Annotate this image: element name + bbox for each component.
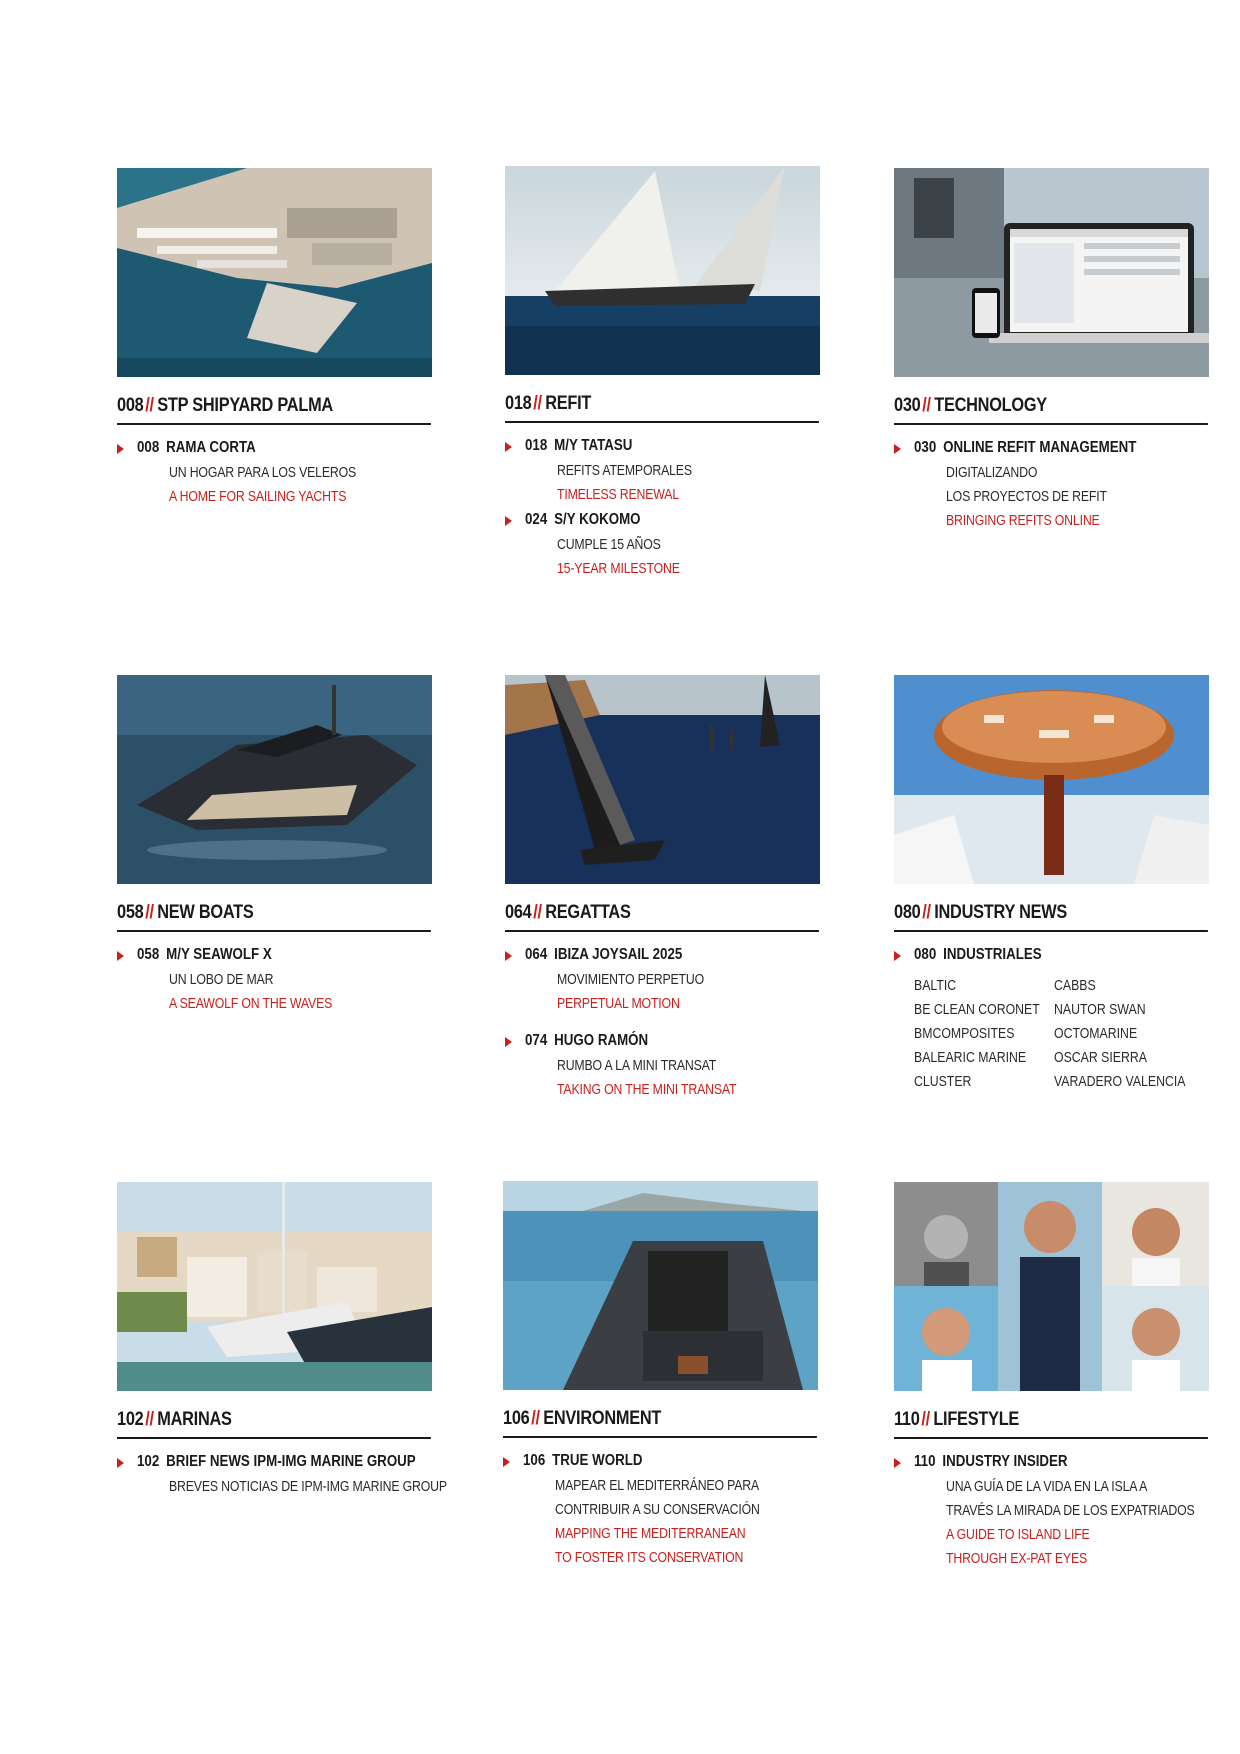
section-number: 058 (117, 902, 144, 923)
red-arrow-icon (503, 1457, 510, 1467)
article-title: RAMA CORTA (166, 439, 256, 456)
section-stp-shipyard (117, 168, 432, 505)
article-title: INDUSTRY INSIDER (942, 1453, 1068, 1470)
article-title: HUGO RAMÓN (554, 1032, 649, 1049)
section-title: NEW BOATS (157, 902, 254, 923)
company-name: CLUSTER (914, 1073, 972, 1090)
company-name: VARADERO VALENCIA (1054, 1073, 1186, 1090)
company-name: NAUTOR SWAN (1054, 1001, 1146, 1018)
section-number: 064 (505, 902, 532, 923)
english-subtitle: 15-YEAR MILESTONE (557, 560, 680, 577)
tender-boat-photo (503, 1181, 818, 1390)
spanish-subtitle: UN HOGAR PARA LOS VELEROS (169, 464, 357, 481)
article-title: M/Y TATASU (554, 437, 633, 454)
section-environment (503, 1181, 818, 1566)
article-entry[interactable] (894, 946, 1209, 964)
section-title: REGATTAS (545, 902, 631, 923)
section-marinas (117, 1182, 447, 1495)
article-entry[interactable] (503, 1452, 818, 1566)
article-page-number: 074 (525, 1032, 548, 1049)
section-technology (894, 168, 1209, 529)
slash-separator: // (533, 902, 542, 923)
article-page-number: 030 (914, 439, 937, 456)
red-arrow-icon (505, 1037, 512, 1047)
company-name: CABBS (1054, 977, 1096, 994)
english-subtitle: BRINGING REFITS ONLINE (946, 512, 1100, 529)
slash-separator: // (921, 1409, 930, 1430)
spanish-subtitle: MAPEAR EL MEDITERRÁNEO PARA (555, 1477, 760, 1494)
section-heading (117, 902, 431, 932)
slash-separator: // (533, 393, 542, 414)
article-title: ONLINE REFIT MANAGEMENT (943, 439, 1137, 456)
section-heading (505, 393, 819, 423)
english-subtitle: A GUIDE TO ISLAND LIFE (946, 1526, 1090, 1543)
english-subtitle: TIMELESS RENEWAL (557, 486, 680, 503)
slash-separator: // (922, 902, 931, 923)
article-page-number: 024 (525, 511, 548, 528)
slash-separator: // (922, 395, 931, 416)
spanish-subtitle: UNA GUÍA DE LA VIDA EN LA ISLA A (946, 1478, 1148, 1495)
article-entry[interactable] (894, 1453, 1209, 1567)
red-arrow-icon (894, 1458, 901, 1468)
english-subtitle: MAPPING THE MEDITERRANEAN (555, 1525, 746, 1542)
english-subtitle: PERPETUAL MOTION (557, 995, 680, 1012)
company-name: OSCAR SIERRA (1054, 1049, 1147, 1066)
section-number: 106 (503, 1408, 530, 1429)
english-subtitle: TO FOSTER ITS CONSERVATION (555, 1549, 744, 1566)
spanish-subtitle: DIGITALIZANDO (946, 464, 1038, 481)
article-entry[interactable] (894, 439, 1209, 529)
section-heading (894, 1409, 1208, 1439)
article-page-number: 106 (523, 1452, 546, 1469)
article-page-number: 018 (525, 437, 548, 454)
article-title: TRUE WORLD (552, 1452, 643, 1469)
section-number: 080 (894, 902, 921, 923)
article-entry[interactable] (505, 1032, 820, 1098)
red-arrow-icon (117, 951, 124, 961)
english-subtitle: THROUGH EX-PAT EYES (946, 1550, 1088, 1567)
article-title: M/Y SEAWOLF X (166, 946, 272, 963)
article-entry[interactable] (505, 511, 820, 577)
article-title: IBIZA JOYSAIL 2025 (554, 946, 683, 963)
section-title: MARINAS (157, 1409, 232, 1430)
section-refit (505, 166, 820, 577)
red-arrow-icon (894, 444, 901, 454)
article-entry[interactable] (117, 1453, 447, 1495)
article-page-number: 110 (914, 1453, 936, 1470)
spanish-subtitle: REFITS ATEMPORALES (557, 462, 692, 479)
section-heading (894, 902, 1208, 932)
spanish-subtitle: UN LOBO DE MAR (169, 971, 274, 988)
section-new-boats (117, 675, 432, 1012)
red-arrow-icon (117, 444, 124, 454)
section-heading (894, 395, 1208, 425)
article-page-number: 064 (525, 946, 548, 963)
slash-separator: // (145, 902, 154, 923)
catamaran-photo (117, 675, 432, 884)
article-title: S/Y KOKOMO (554, 511, 641, 528)
red-arrow-icon (117, 1458, 124, 1468)
spanish-subtitle: RUMBO A LA MINI TRANSAT (557, 1057, 717, 1074)
section-title: REFIT (545, 393, 592, 414)
company-name: BALEARIC MARINE (914, 1049, 1027, 1066)
article-entry[interactable] (505, 946, 820, 1012)
company-list (894, 970, 1209, 1090)
article-page-number: 080 (914, 946, 937, 963)
spanish-subtitle: BREVES NOTICIAS DE IPM-IMG MARINE GROUP (169, 1478, 447, 1495)
regatta-photo (505, 675, 820, 884)
slash-separator: // (145, 1409, 154, 1430)
section-title: INDUSTRY NEWS (934, 902, 1068, 923)
english-subtitle: A SEAWOLF ON THE WAVES (169, 995, 333, 1012)
spanish-subtitle: TRAVÉS LA MIRADA DE LOS EXPATRIADOS (946, 1502, 1195, 1519)
section-number: 030 (894, 395, 921, 416)
laptop-on-deck-photo (894, 168, 1209, 377)
section-number: 008 (117, 395, 144, 416)
article-entry[interactable] (117, 439, 432, 505)
slash-separator: // (531, 1408, 540, 1429)
red-arrow-icon (505, 516, 512, 526)
section-number: 102 (117, 1409, 144, 1430)
spanish-subtitle: MOVIMIENTO PERPETUO (557, 971, 705, 988)
spanish-subtitle: CONTRIBUIR A SU CONSERVACIÓN (555, 1501, 760, 1518)
company-column (914, 970, 1054, 1090)
section-regattas (505, 675, 820, 1098)
section-title: TECHNOLOGY (934, 395, 1047, 416)
portraits-collage-photo (894, 1182, 1209, 1391)
red-arrow-icon (505, 951, 512, 961)
section-title: STP SHIPYARD PALMA (157, 395, 333, 416)
sailing-yacht-photo (505, 166, 820, 375)
article-page-number: 058 (137, 946, 160, 963)
article-page-number: 102 (137, 1453, 160, 1470)
company-name: BE CLEAN CORONET (914, 1001, 1040, 1018)
english-subtitle: A HOME FOR SAILING YACHTS (169, 488, 347, 505)
company-name: BALTIC (914, 977, 957, 994)
section-title: LIFESTYLE (933, 1409, 1020, 1430)
spanish-subtitle: LOS PROYECTOS DE REFIT (946, 488, 1107, 505)
section-lifestyle (894, 1182, 1209, 1567)
deck-canopy-photo (894, 675, 1209, 884)
spanish-subtitle: CUMPLE 15 AÑOS (557, 536, 661, 553)
article-entry[interactable] (505, 437, 820, 503)
section-industry-news (894, 675, 1209, 1090)
section-heading (503, 1408, 817, 1438)
article-title: BRIEF NEWS IPM-IMG MARINE GROUP (166, 1453, 416, 1470)
section-number: 110 (894, 1409, 920, 1430)
slash-separator: // (145, 395, 154, 416)
red-arrow-icon (505, 442, 512, 452)
section-heading (117, 395, 431, 425)
article-page-number: 008 (137, 439, 160, 456)
section-heading (117, 1409, 431, 1439)
article-title: INDUSTRIALES (943, 946, 1042, 963)
company-column (1054, 970, 1194, 1090)
article-entry[interactable] (117, 946, 432, 1012)
english-subtitle: TAKING ON THE MINI TRANSAT (557, 1081, 737, 1098)
company-name: OCTOMARINE (1054, 1025, 1138, 1042)
red-arrow-icon (894, 951, 901, 961)
company-name: BMCOMPOSITES (914, 1025, 1015, 1042)
section-number: 018 (505, 393, 532, 414)
section-heading (505, 902, 819, 932)
aerial-marina-photo (117, 168, 432, 377)
section-title: ENVIRONMENT (543, 1408, 662, 1429)
ibiza-marina-photo (117, 1182, 432, 1391)
